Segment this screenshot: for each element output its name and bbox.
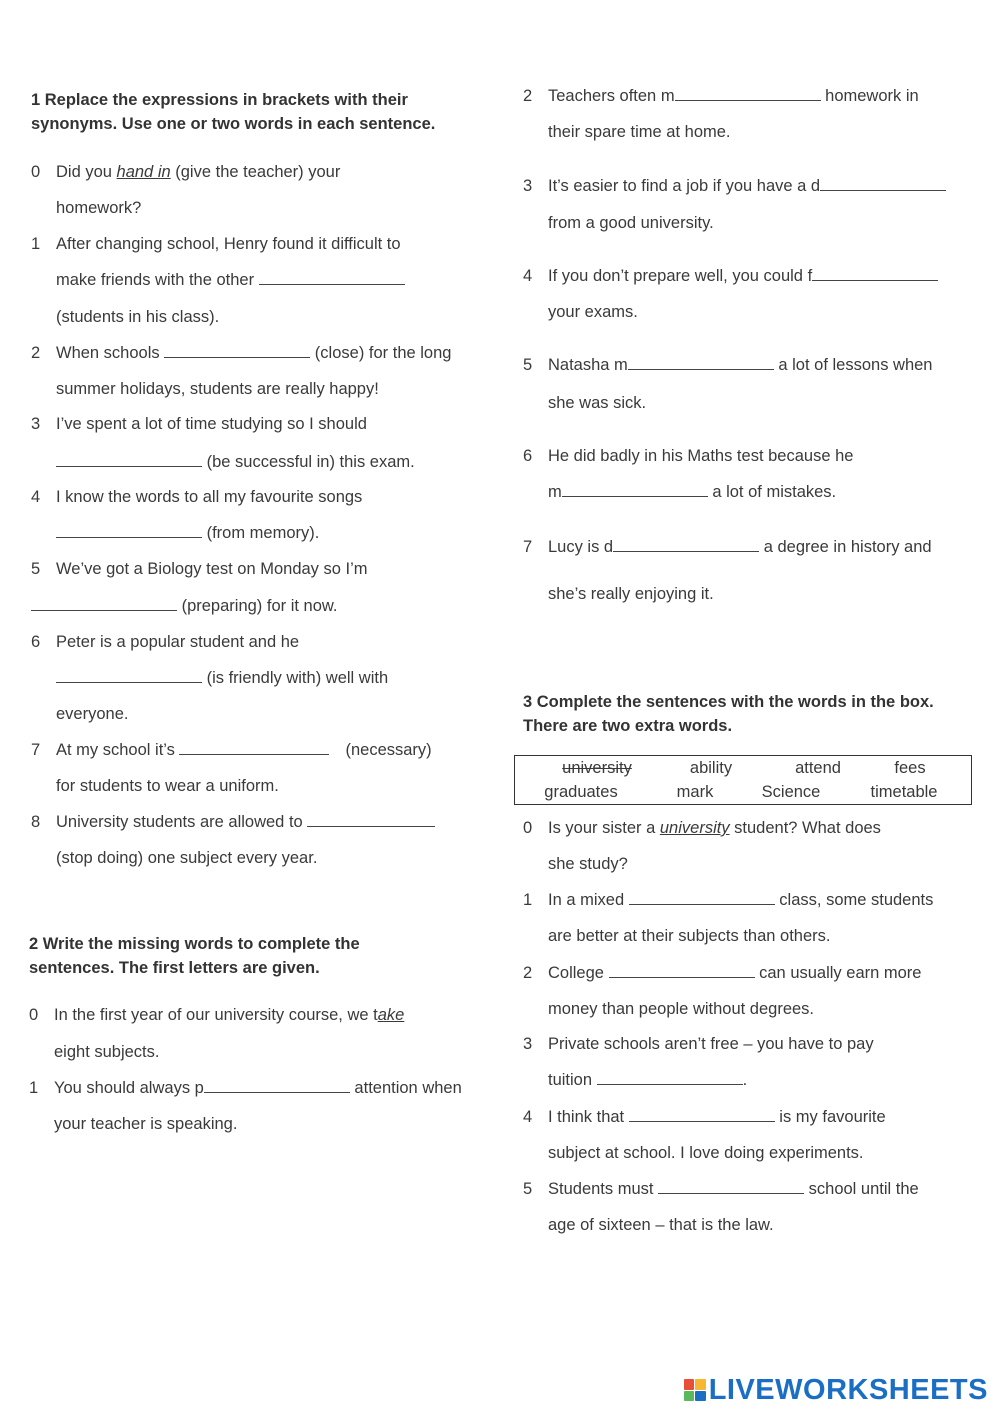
ex1-q1-line3: (students in his class). [56,308,220,326]
ex1-q0-line1: Did you hand in (give the teacher) your [56,163,341,181]
ex2-q5-line1: Natasha m a lot of lessons when [548,356,933,374]
word-box-item: ability [689,759,733,777]
ex1-q0-number: 0 [31,163,41,181]
word-box-item: Science [761,783,821,801]
ex1-q4-line2: (from memory). [56,522,319,544]
ex2-q5-line2: she was sick. [548,394,647,412]
ex1-q0-line2: homework? [56,199,142,217]
ex3-q1-line1: In a mixed class, some students [548,891,934,909]
exercise2-title: 2 Write the missing words to complete the sentences. The first letters are given. [29,935,360,977]
ex1-q4-blank[interactable] [56,523,202,538]
ex2-q4-line1: If you don’t prepare well, you could f [548,265,938,287]
ex1-q6-line3: everyone. [56,705,129,723]
ex2-q6-line1: He did badly in his Maths test because he [548,447,854,465]
logo-icon-square [695,1391,706,1402]
ex1-q4-number: 4 [31,488,41,506]
ex2-q4-blank[interactable] [812,266,938,281]
ex1-q2-line1: When schools (close) for the long [56,344,452,362]
ex2-q3-line1: It’s easier to find a job if you have a d [548,175,946,197]
ex3-q5-number: 5 [523,1180,533,1198]
ex2-q7-number: 7 [523,538,533,556]
ex2-q6-line2: m a lot of mistakes. [548,483,837,501]
ex1-q8-blank[interactable] [307,812,435,827]
ex3-q2-line1: College can usually earn more [548,964,922,982]
ex1-q2-blank[interactable] [164,343,310,358]
liveworksheets-logo[interactable] [684,1374,988,1406]
ex1-q6-blank[interactable] [56,668,202,683]
ex3-q0-line1: Is your sister a university student? What does [548,819,881,837]
exercise3-title: 3 Complete the sentences with the words in the box. There are two extra words. [523,693,934,735]
ex2-q3-number: 3 [523,177,533,195]
ex1-q3-line1: I’ve spent a lot of time studying so I should [56,415,367,433]
ex2-q7-blank[interactable] [613,537,759,552]
ex2-q1-number: 1 [29,1079,39,1097]
ex1-q5-line2: (preparing) for it now. [31,595,338,617]
ex2-q2-line1: Teachers often m homework in [548,87,919,105]
ex3-q4-number: 4 [523,1108,533,1126]
ex1-q7-line2: for students to wear a uniform. [56,777,279,795]
ex1-q4-line1: I know the words to all my favourite songs [56,488,363,506]
ex3-q1-number: 1 [523,891,533,909]
ex3-q3-number: 3 [523,1035,533,1053]
liveworksheets-logo-icon [684,1379,706,1401]
ex1-q7-line1: At my school it’s (necessary) [56,741,432,759]
logo-icon-square [684,1379,695,1390]
liveworksheets-logo-text: LIVEWORKSHEETS [708,1374,988,1406]
ex1-q7-blank[interactable] [179,740,329,755]
ex1-q6-line1: Peter is a popular student and he [56,633,300,651]
ex1-q3-line2: (be successful in) this exam. [56,451,415,473]
ex1-q3-blank[interactable] [56,452,202,467]
ex2-q2-blank[interactable] [675,86,821,101]
ex3-q5-line1: Students must school until the [548,1180,919,1198]
ex1-q6-number: 6 [31,633,41,651]
word-box-item: fees [894,759,926,777]
logo-icon-square [684,1391,695,1402]
ex3-q2-blank[interactable] [609,963,755,978]
ex2-q0-line1: In the first year of our university course, we take [54,1006,405,1024]
ex1-q5-blank[interactable] [31,596,177,611]
ex1-q0-example-answer: hand in [116,163,171,181]
ex1-q1-number: 1 [31,235,41,253]
ex2-q7-line1: Lucy is d a degree in history and [548,538,932,556]
ex1-q8-number: 8 [31,813,41,831]
ex1-q8-line2: (stop doing) one subject every year. [56,849,318,867]
ex2-q2-number: 2 [523,87,533,105]
ex3-q0-line2: she study? [548,855,628,873]
ex3-q0-number: 0 [523,819,533,837]
ex1-q2-line2: summer holidays, students are really happy! [56,380,379,398]
ex1-q5-line1: We’ve got a Biology test on Monday so I’m [56,560,368,578]
word-box-item: mark [676,783,714,801]
ex2-q4-line2: your exams. [548,303,638,321]
ex3-q1-blank[interactable] [629,890,775,905]
ex1-q1-line1: After changing school, Henry found it difficult to [56,235,401,253]
ex3-q2-number: 2 [523,964,533,982]
ex3-q3-blank[interactable] [597,1070,743,1085]
ex2-q0-number: 0 [29,1006,39,1024]
ex3-q5-line2: age of sixteen – that is the law. [548,1216,774,1234]
ex3-q4-line2: subject at school. I love doing experiments. [548,1144,864,1162]
ex3-q2-line2: money than people without degrees. [548,1000,815,1018]
ex3-q5-blank[interactable] [658,1179,804,1194]
ex2-q1-blank[interactable] [204,1078,350,1093]
ex2-q5-number: 5 [523,356,533,374]
ex1-q1-blank[interactable] [259,270,405,285]
ex3-q3-line2: tuition . [548,1071,748,1089]
ex1-q3-number: 3 [31,415,41,433]
ex1-q6-line2: (is friendly with) well with [56,667,388,689]
logo-icon-square [695,1379,706,1390]
ex2-q1-line1: You should always p attention when [54,1079,462,1097]
ex2-q5-blank[interactable] [628,355,774,370]
ex3-q0-example-answer: university [659,819,730,837]
ex3-q3-line1: Private schools aren’t free – you have to pay [548,1035,874,1053]
ex2-q6-number: 6 [523,447,533,465]
ex2-q7-line2: she’s really enjoying it. [548,585,714,603]
ex1-q7-number: 7 [31,741,41,759]
ex2-q3-blank[interactable] [820,176,946,191]
word-box-item: graduates [544,783,618,801]
ex2-q4-number: 4 [523,267,533,285]
exercise1-title: 1 Replace the expressions in brackets with their synonyms. Use one or two words in each sentence. [31,91,436,133]
word-box-item: attend [795,759,841,777]
ex2-q3-line2: from a good university. [548,214,714,232]
ex1-q5-number: 5 [31,560,41,578]
word-box-item: university [562,759,632,777]
ex1-q8-line1: University students are allowed to [56,811,435,833]
ex2-q2-line2: their spare time at home. [548,123,731,141]
ex3-q4-line1: I think that is my favourite [548,1108,886,1126]
word-box-item: timetable [870,783,938,801]
ex2-q6-blank[interactable] [562,482,708,497]
word-box [514,755,972,805]
ex3-q4-blank[interactable] [629,1107,775,1122]
ex3-q1-line2: are better at their subjects than others. [548,927,831,945]
ex2-q0-example-answer: ake [377,1006,405,1024]
ex2-q0-line2: eight subjects. [54,1043,160,1061]
ex1-q2-number: 2 [31,344,41,362]
ex1-q1-line2: make friends with the other [56,269,405,291]
ex2-q1-line2: your teacher is speaking. [54,1115,238,1133]
